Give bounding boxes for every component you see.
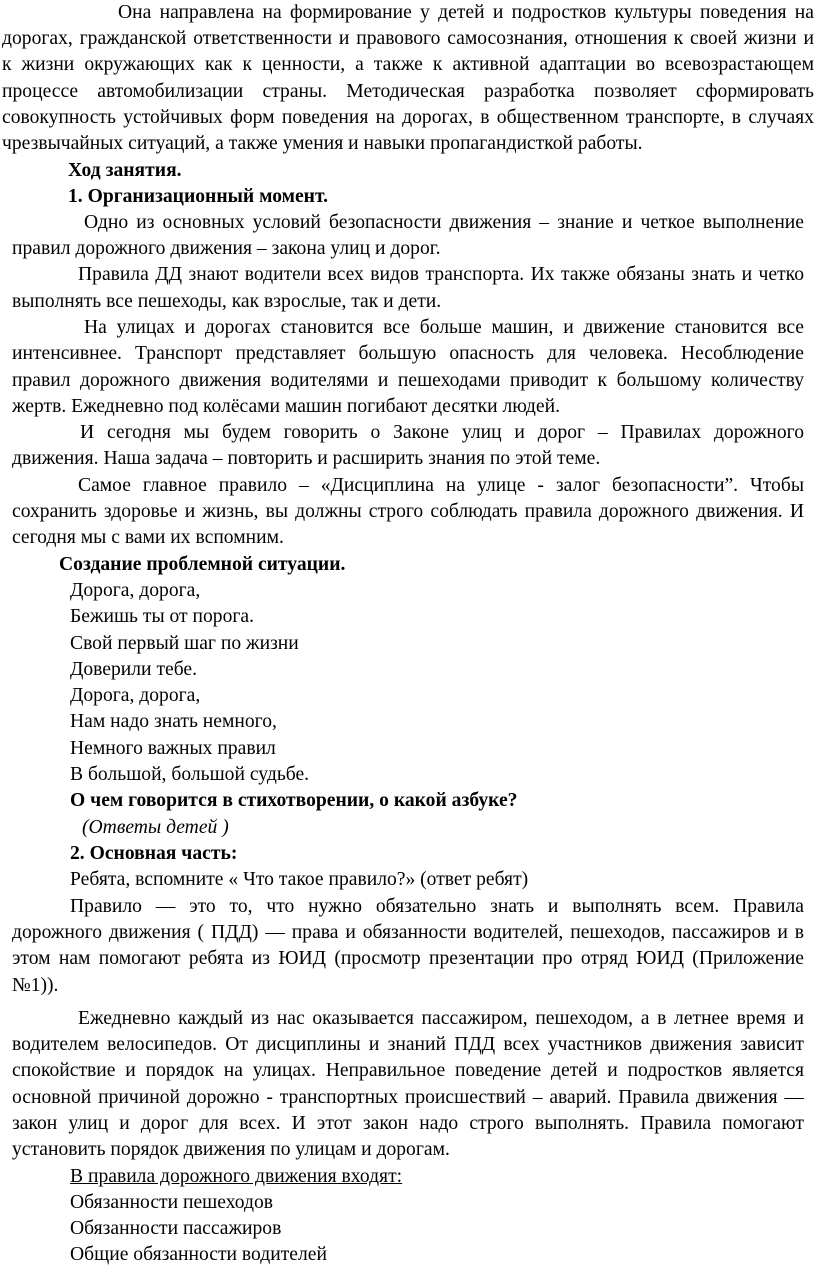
- rules-include-heading: В правила дорожного движения входят:: [70, 1166, 403, 1187]
- paragraph-line: Правило — это то, что нужно обязательно знать и выполнять всем. Правила: [70, 896, 804, 917]
- paragraph-line: закон улиц и дорог для всех. И этот закон надо строго выполнять. Правила помогают: [12, 1113, 804, 1134]
- problem-heading: Создание проблемной ситуации.: [59, 554, 346, 575]
- poem-line: Немного важных правил: [70, 738, 276, 759]
- intro-line: Она направлена на формирование у детей и подростков культуры поведения на: [118, 2, 814, 23]
- answers-note: (Ответы детей ): [82, 817, 229, 838]
- paragraph-line: Самое главное правило – «Дисциплина на улице - залог безопасности”. Чтобы: [78, 475, 804, 496]
- rules-list-item: Обязанности пассажиров: [70, 1218, 282, 1239]
- paragraph-line: установить порядок движения по улицам и дорогам.: [12, 1139, 450, 1160]
- section2-heading: 2. Основная часть:: [70, 843, 238, 864]
- paragraph-line: И сегодня мы будем говорить о Законе улиц и дорог – Правилах дорожного: [80, 422, 804, 443]
- intro-line: совокупность устойчивых форм поведения на дорогах, в общественном транспорте, в случаях: [2, 107, 814, 128]
- poem-line: Доверили тебе.: [70, 659, 198, 680]
- rules-list-item: Обязанности пешеходов: [70, 1192, 273, 1213]
- poem-line: Бежишь ты от порога.: [70, 606, 255, 627]
- course-heading: Ход занятия.: [68, 160, 182, 181]
- intro-line: дорогах, гражданской ответственности и правового самосознания, отношения к своей жизни и: [2, 28, 814, 49]
- paragraph-line: водителем велосипедов. От дисциплины и знаний ПДД всех участников движения зависит: [12, 1034, 804, 1055]
- paragraph-line: основной причиной дорожно - транспортных происшествий – аварий. Правила движения —: [12, 1087, 804, 1108]
- paragraph-line: дорожного движения ( ПДД) — права и обязанности водителей, пешеходов, пассажиров и в: [12, 922, 804, 943]
- intro-line: процессе автомобилизации страны. Методическая разработка позволяет сформировать: [2, 81, 814, 102]
- paragraph-line: Правила ДД знают водители всех видов транспорта. Их также обязаны знать и четко: [78, 264, 804, 285]
- paragraph-line: движения. Наша задача – повторить и расширить знания по этой теме.: [12, 448, 601, 469]
- poem-line: Дорога, дорога,: [70, 685, 201, 706]
- paragraph-line: сохранить здоровье и жизнь, вы должны строго соблюдать правила дорожного движения. И: [12, 501, 804, 522]
- paragraph-line: этом нам помогают ребята из ЮИД (просмотр презентации про отряд ЮИД (Приложение: [12, 948, 804, 969]
- section1-heading: 1. Организационный момент.: [68, 186, 329, 207]
- paragraph-line: Ежедневно каждый из нас оказывается пассажиром, пешеходом, а в летнее время и: [78, 1008, 804, 1029]
- paragraph-line: сегодня мы с вами их вспомним.: [12, 527, 284, 548]
- paragraph-line: правил дорожного движения водителями и пешеходами приводит к большому количеству: [12, 370, 804, 391]
- poem-question: О чем говорится в стихотворении, о какой азбуке?: [70, 790, 518, 811]
- rule-question: Ребята, вспомните « Что такое правило?» (ответ ребят): [70, 869, 529, 890]
- paragraph-line: спокойствие и порядок на улицах. Неправильное поведение детей и подростков является: [12, 1060, 804, 1081]
- rules-list-item: Общие обязанности водителей: [70, 1244, 327, 1265]
- poem-line: Дорога, дорога,: [70, 580, 201, 601]
- poem-line: Свой первый шаг по жизни: [70, 633, 299, 654]
- intro-line: к жизни окружающих как к ценности, а также к активной адаптации во всевозрастающем: [2, 54, 814, 75]
- paragraph-line: жертв. Ежедневно под колёсами машин погибают десятки людей.: [12, 396, 560, 417]
- poem-line: Нам надо знать немного,: [70, 711, 277, 732]
- intro-line: чрезвычайных ситуаций, а также умения и навыки пропагандисткой работы.: [2, 133, 643, 154]
- paragraph-line: №1)).: [12, 975, 59, 996]
- paragraph-line: правил дорожного движения – закона улиц и дорог.: [12, 238, 441, 259]
- paragraph-line: Одно из основных условий безопасности движения – знание и четкое выполнение: [84, 212, 804, 233]
- paragraph-line: выполнять все пешеходы, как взрослые, так и дети.: [12, 291, 442, 312]
- poem-line: В большой, большой судьбе.: [70, 764, 310, 785]
- paragraph-line: На улицах и дорогах становится все больше машин, и движение становится все: [84, 317, 804, 338]
- paragraph-line: интенсивнее. Транспорт представляет большую опасность для человека. Несоблюдение: [12, 343, 804, 364]
